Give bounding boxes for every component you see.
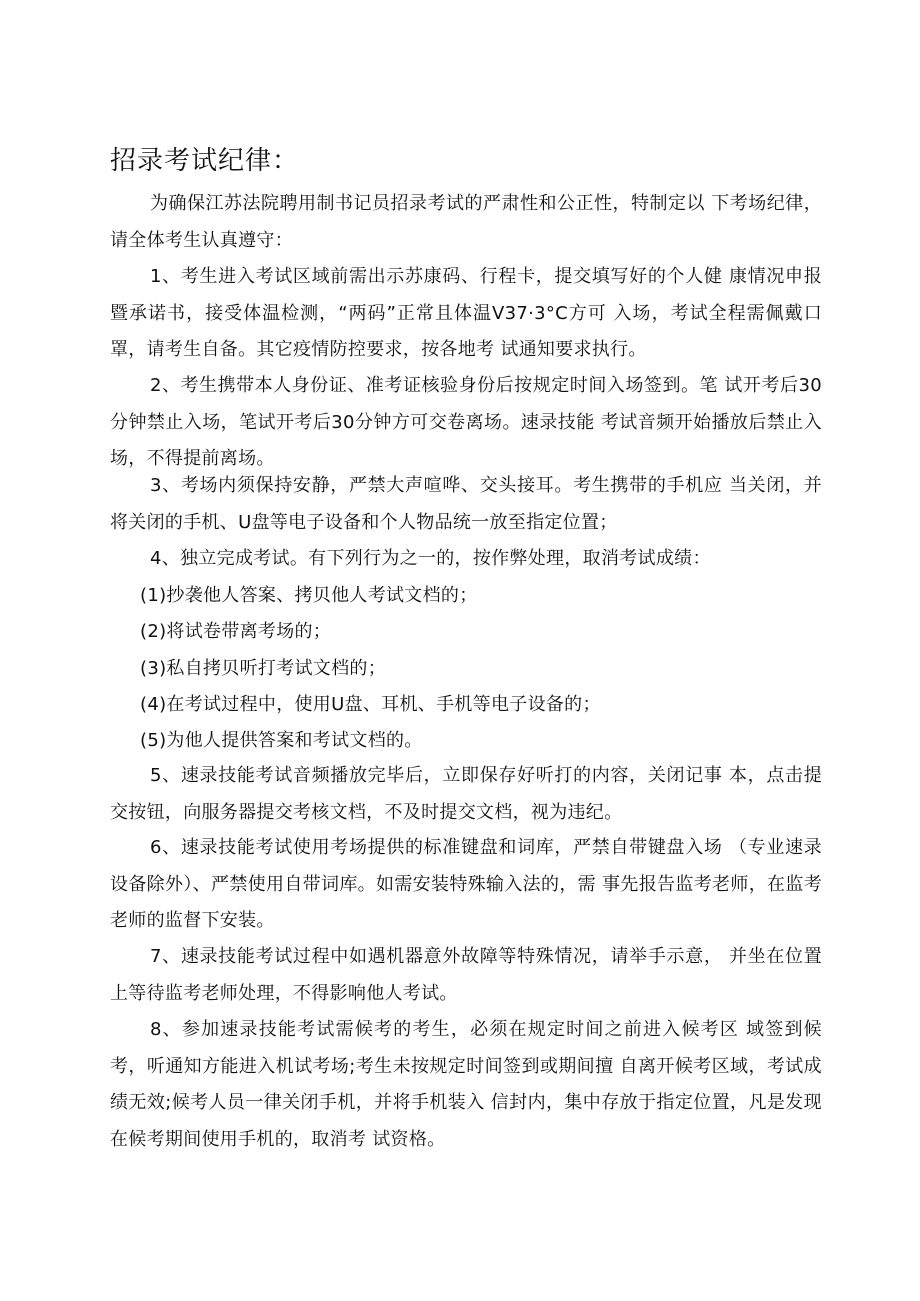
rule-2-paragraph: 2、考生携带本人身份证、准考证核验身份后按规定时间入场签到。笔 试开考后30分钟禁止入场，笔试开考后30分钟方可交卷离场。速录技能 考试音频开始播放后禁止入场，不得提前离场。 — [110, 375, 822, 469]
rule-4-paragraph: 4、独立完成考试。有下列行为之一的，按作弊处理，取消考试成绩： — [150, 548, 711, 569]
rule-8-paragraph: 8、参加速录技能考试需候考的考生，必须在规定时间之前进入候考区 域签到候考，听通知方能进入机试考场;考生未按规定时间签到或期间擅 自离开候考区域，考试成绩无效;候考人员一律关闭手机，并将手机装入 信封内，集中存放于指定位置，凡是发现在候考期间使用手机的，取消考 试资格。 — [110, 1019, 822, 1150]
rule-7-paragraph: 7、速录技能考试过程中如遇机器意外故障等特殊情况，请举手示意， 并坐在位置上等待监考老师处理，不得影响他人考试。 — [110, 946, 822, 1004]
cheating-item-1: (1)抄袭他人答案、拷贝他人考试文档的； — [140, 585, 478, 606]
intro-paragraph: 为确保江苏法院聘用制书记员招录考试的严肃性和公正性，特制定以 下考场纪律，请全体考生认真遵守： — [110, 193, 822, 251]
rule-3-paragraph: 3、考场内须保持安静，严禁大声喧哗、交头接耳。考生携带的手机应 当关闭，并将关闭的手机、U盘等电子设备和个人物品统一放至指定位置； — [110, 475, 822, 533]
page-title: 招录考试纪律： — [110, 146, 300, 176]
cheating-item-2: (2)将试卷带离考场的； — [140, 621, 332, 642]
rule-1-paragraph: 1、考生进入考试区域前需出示苏康码、行程卡，提交填写好的个人健 康情况申报暨承诺书，接受体温检测，“两码”正常且体温V37·3°C方可 入场，考试全程需佩戴口罩，请考生自备。其它疫情防控要求，按各地考 试通知要求执行。 — [110, 266, 822, 360]
rule-5-paragraph: 5、速录技能考试音频播放完毕后，立即保存好听打的内容，关闭记事 本，点击提交按钮，向服务器提交考核文档，不及时提交文档，视为违纪。 — [110, 765, 822, 823]
rule-6-paragraph: 6、速录技能考试使用考场提供的标准键盘和词库，严禁自带键盘入场 （专业速录设备除外）、严禁使用自带词库。如需安装特殊输入法的，需 事先报告监考老师，在监考老师的监督下安装。 — [110, 837, 822, 931]
cheating-item-3: (3)私自拷贝听打考试文档的； — [140, 658, 386, 679]
cheating-item-5: (5)为他人提供答案和考试文档的。 — [140, 730, 423, 751]
cheating-item-4: (4)在考试过程中，使用U盘、耳机、手机等电子设备的； — [140, 694, 601, 715]
